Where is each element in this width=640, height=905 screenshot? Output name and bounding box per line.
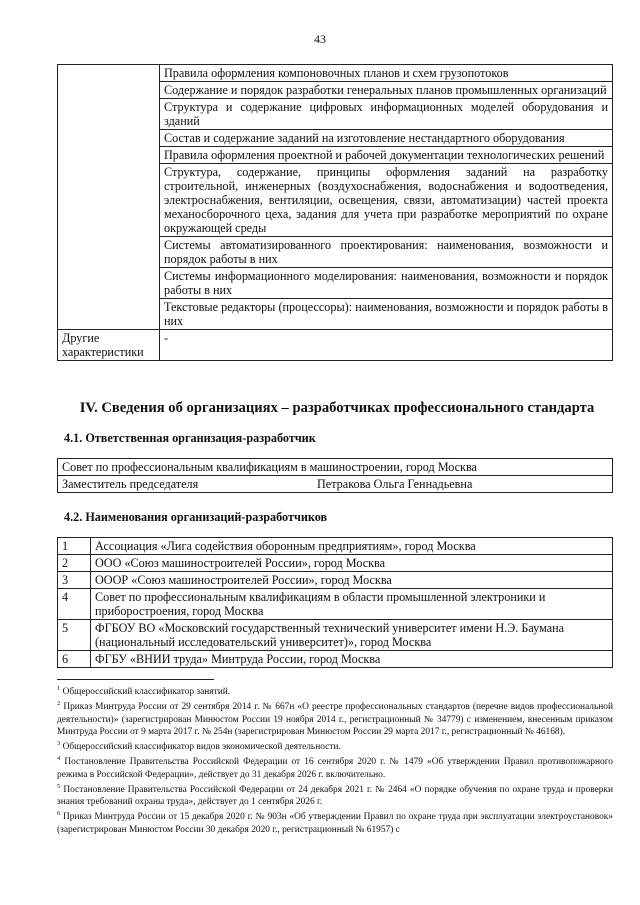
developer-org-name: ООО «Союз машиностроителей России», город Москва (91, 555, 613, 572)
footnote-mark: 1 (57, 685, 61, 692)
table-row (58, 65, 613, 82)
page-number: 43 (314, 32, 326, 46)
developer-org-name: ФГБУ «ВНИИ труда» Минтруда России, город Москва (91, 651, 613, 668)
footnote (57, 781, 613, 809)
developer-org-name: ОООР «Союз машиностроителей России», город Москва (91, 572, 613, 589)
row-number: 3 (58, 572, 91, 589)
footnote-mark: 4 (57, 755, 61, 763)
developer-org-name: ФГБОУ ВО «Московский государственный технический университет имени Н.Э. Баумана (национальный исследовательский университет)», город Москва (91, 620, 613, 651)
empty-label-cell (58, 65, 160, 330)
row-number: 1 (58, 538, 91, 555)
footnote-text: Постановление Правительства Российской Федерации от 24 декабря 2021 г. № 2464 «О порядке обучения по охране труда и проверки знания требований охраны труда», действует до 1 сентября 2026 г. (57, 785, 613, 808)
table-row (58, 620, 613, 651)
footnote (57, 683, 613, 698)
knowledge-item: Правила оформления проектной и рабочей документации технологических решений (160, 147, 613, 164)
footnote-text: Приказ Минтруда России от 15 декабря 2020 г. № 903н «Об утверждении Правил по охране труда при эксплуатации электроустановок» (зарегистрирован Минюстом России 30 декабря 2020 г., регистрационный № 61957) с (57, 812, 613, 835)
other-characteristics-value: - (160, 330, 613, 361)
table-row (58, 330, 613, 361)
row-number: 6 (58, 651, 91, 668)
knowledge-item: Состав и содержание заданий на изготовление нестандартного оборудования (160, 130, 613, 147)
knowledge-item: Текстовые редакторы (процессоры): наименования, возможности и порядок работы в них (160, 299, 613, 330)
section-title: IV. Сведения об организациях – разработчиках профессионального стандарта (79, 400, 595, 416)
footnote-text: Приказ Минтруда России от 29 сентября 2014 г. № 667н «О реестре профессиональных стандартов (перечне видов профессиональной деятельности)» (зарегистрирован Минюстом России 19 ноября 2014 г., регистрационный № 34779) с изменением, внесенным приказом Минтруда России от 9 марта 2017 г. № 254н (зарегистрирован Минюстом России 29 марта 2017 г., регистрационный № 46168). (57, 702, 613, 737)
knowledge-item: Правила оформления компоновочных планов и схем грузопотоков (160, 65, 613, 82)
footnote-text: Общероссийский классификатор занятий. (60, 687, 231, 698)
responsible-person-name: Петракова Ольга Геннадьевна (317, 477, 473, 491)
footnote-mark: 6 (57, 810, 61, 818)
knowledge-item: Системы автоматизированного проектирования: наименования, возможности и порядок работы в них (160, 237, 613, 268)
row-number: 5 (58, 620, 91, 651)
knowledge-item: Содержание и порядок разработки генеральных планов промышленных организаций (160, 82, 613, 99)
footnote-divider (57, 679, 214, 680)
knowledge-item: Структура и содержание цифровых информационных моделей оборудования и зданий (160, 99, 613, 130)
table-row (58, 459, 613, 476)
knowledge-item: Структура, содержание, принципы оформления заданий на разработку строительной, инженерных (воздухоснабжения, водоснабжения и водоотведения, электроснабжения, вентиляции, освещения, связи, автоматизации) частей проекта механосборочного цеха, задания для учета при разработке мероприятий по охране окружающей среды (160, 164, 613, 237)
knowledge-table (57, 64, 613, 361)
table-row (58, 476, 613, 493)
footnote (57, 808, 613, 836)
footnote-mark: 3 (57, 740, 61, 748)
table-row (58, 651, 613, 668)
footnote (57, 738, 613, 753)
responsible-position: Заместитель председателя (62, 477, 199, 491)
table-row (58, 572, 613, 589)
table-row (58, 555, 613, 572)
footnote-text: Постановление Правительства Российской Федерации от 16 сентября 2020 г. № 1479 «Об утверждении Правил противопожарного режима в Российской Федерации», действует до 31 декабря 2026 г. включительно. (57, 757, 613, 780)
footnote-mark: 5 (57, 782, 61, 790)
footnote-text: Общероссийский классификатор видов экономической деятельности. (60, 742, 341, 753)
knowledge-item: Системы информационного моделирования: наименования, возможности и порядок работы в них (160, 268, 613, 299)
responsible-org-name: Совет по профессиональным квалификациям в машиностроении, город Москва (58, 459, 613, 476)
footnote (57, 698, 613, 738)
row-number: 4 (58, 589, 91, 620)
footnote-mark: 2 (57, 700, 61, 708)
other-characteristics-label: Другие характеристики (58, 330, 160, 361)
developer-org-name: Совет по профессиональным квалификациям в области промышленной электроники и приборостроения, город Москва (91, 589, 613, 620)
row-number: 2 (58, 555, 91, 572)
responsible-org-heading: 4.1. Ответственная организация-разработчик (64, 431, 316, 445)
table-row (58, 589, 613, 620)
table-row (58, 538, 613, 555)
responsible-org-table (57, 458, 613, 493)
developer-orgs-table (57, 537, 613, 668)
footnotes (57, 683, 613, 836)
responsible-person-cell (58, 476, 613, 493)
footnote (57, 753, 613, 781)
developer-orgs-heading: 4.2. Наименования организаций-разработчиков (64, 510, 328, 524)
developer-org-name: Ассоциация «Лига содействия оборонным предприятиям», город Москва (91, 538, 613, 555)
